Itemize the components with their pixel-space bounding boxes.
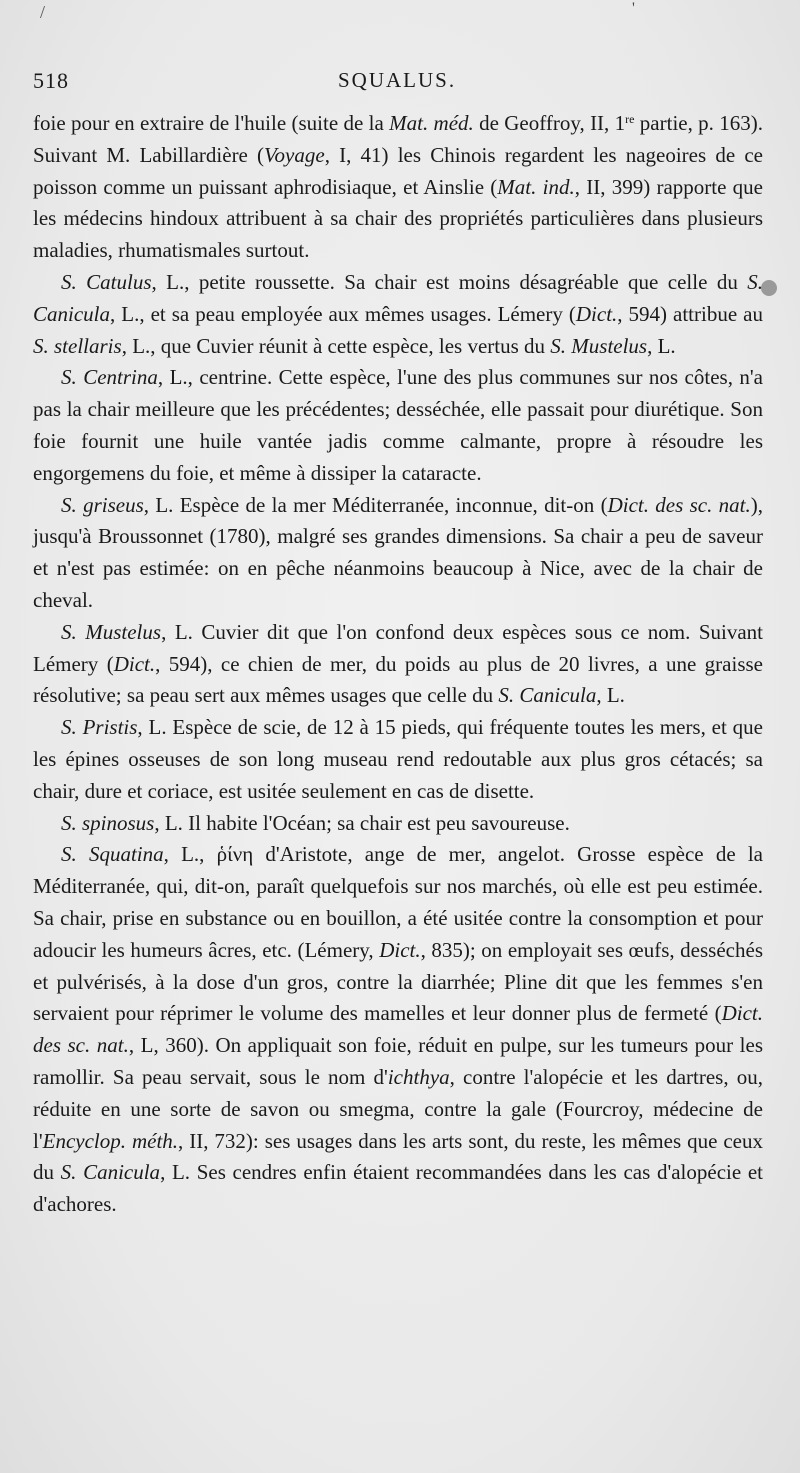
italic-citation: Voyage	[264, 142, 325, 167]
text-segment: , L. Espèce de la mer Méditerranée, inconnue, dit-on (	[143, 492, 608, 517]
text-segment: , L, 360). On appliquait son foie, réduit en pulpe, sur les tumeurs pour les ramollir. Sa peau servait, sous le nom d'	[33, 1033, 764, 1089]
paragraph-s-spinosus	[33, 808, 763, 840]
italic-citation: Dict. des sc. nat.	[607, 492, 751, 517]
species-name: S. Canicula	[60, 1160, 161, 1185]
text-segment: , L., petite roussette. Sa chair est moins désagréable que celle du	[151, 269, 748, 294]
italic-citation: Mat. ind.	[497, 174, 575, 199]
species-name: S. spinosus	[61, 810, 155, 835]
text-segment: , 594), ce chien de mer, du poids au plus de 20 livres, a une graisse résolutive; sa peau sert aux mêmes usages que celle du	[33, 651, 763, 708]
species-name: S. griseus	[61, 492, 144, 517]
body-text	[33, 108, 763, 1221]
text-segment: , L.	[647, 333, 676, 358]
text-segment: , I, 41) les Chinois regardent les nageoires de ce poisson comme un puissant aphrodisiaque, et Ainslie (	[33, 142, 763, 199]
page-number: 518	[33, 68, 69, 93]
text-segment: , 835); on employait ses œufs, desséchés et pulvérisés, à la dose d'un gros, contre la diarrhée; Pline dit que les femmes s'en servaient pour réprimer le volume des mamelles et leur donner plus de fermeté (	[33, 937, 763, 1026]
text-segment: , L., centrine. Cette espèce, l'une des plus communes sur nos côtes, n'a pas la chair meilleure que les précédentes; desséchée, elle passait pour diurétique. Son foie fournit une huile vantée jadis comme calmante, propre à résoudre les engorgemens du foie, et même à dissiper la cataracte.	[33, 365, 763, 485]
species-name: S. Mustelus	[61, 619, 162, 644]
paragraph	[33, 108, 763, 267]
text-segment: , L., ῥίνη d'Aristote, ange de mer, angelot. Grosse espèce de la Méditerranée, qui, dit-on, paraît quelquefois sur nos marchés, où elle est peu estimée. Sa chair, prise en substance ou en bouillon, a été usitée contre la consomption et pour adoucir les humeurs âcres, etc. (Lémery,	[33, 842, 763, 962]
text-segment: , L., et sa peau employée aux mêmes usages. Lémery (	[110, 301, 576, 326]
text-segment: de Geoffroy, II, 1	[473, 111, 626, 135]
paragraph-s-squatina	[33, 839, 763, 1221]
text-segment: , L. Espèce de scie, de 12 à 15 pieds, qui fréquente toutes les mers, et que les épines osseuses de son long museau rend redoutable aux plus gros cétacés; sa chair, dure et coriace, est usitée seulement en cas de disette.	[33, 715, 763, 803]
superscript: re	[625, 112, 635, 126]
text-segment: , contre l'alopécie et les dartres, ou, réduite en une sorte de savon ou smegma, contre la gale (Fourcroy, médecine de l'	[33, 1064, 763, 1153]
text-segment: , L.	[596, 683, 625, 708]
top-pen-mark: '	[632, 0, 635, 17]
species-name: S. stellaris	[33, 333, 122, 358]
paragraph-s-pristis	[33, 712, 763, 807]
species-name: S. Canicula	[498, 683, 597, 708]
paragraph-s-griseus	[33, 490, 763, 617]
page-header	[33, 68, 763, 98]
text-segment: , 594) attribue au	[617, 301, 763, 326]
italic-term: ichthya	[387, 1064, 450, 1089]
paragraph-s-centrina	[33, 362, 763, 489]
text-segment: , L. Cuvier dit que l'on confond deux espèces sous ce nom. Suivant Lémery (	[33, 619, 764, 676]
text-segment: , L. Ses cendres enfin étaient recommandées dans les cas d'alopécie et d'achores.	[33, 1160, 763, 1217]
italic-citation: Mat. méd.	[389, 111, 474, 135]
text-segment: , II, 399) rapporte que les médecins hindoux attribuent à sa chair des propriétés particulières dans plusieurs maladies, rhumatismales surtout.	[33, 174, 763, 263]
running-head: SQUALUS.	[338, 68, 457, 92]
italic-citation: Encyclop. méth.	[42, 1128, 179, 1153]
species-name: S. Squatina	[61, 842, 164, 867]
italic-citation: Dict. des sc. nat.	[33, 1001, 763, 1058]
paragraph-s-catulus	[33, 267, 763, 362]
text-segment: , II, 732): ses usages dans les arts sont, du reste, les mêmes que ceux du	[33, 1128, 763, 1185]
species-name: S. Mustelus	[550, 333, 648, 358]
corner-pen-mark: /	[40, 2, 46, 22]
species-name: S. Centrina	[61, 365, 158, 390]
italic-citation: Dict.	[113, 651, 156, 676]
italic-citation: Dict.	[575, 301, 618, 326]
text-segment: , L., que Cuvier réunit à cette espèce, les vertus du	[121, 333, 551, 358]
species-name: S. Pristis	[61, 715, 138, 740]
italic-citation: Dict.	[379, 937, 421, 962]
species-name: S. Canicula	[33, 269, 763, 326]
text-segment: foie pour en extraire de l'huile (suite de la	[33, 111, 390, 135]
paragraph-s-mustelus	[33, 617, 763, 712]
ink-spot	[761, 280, 777, 296]
text-segment: , L. Il habite l'Océan; sa chair est peu savoureuse.	[154, 810, 570, 835]
text-segment: ), jusqu'à Broussonnet (1780), malgré ses grandes dimensions. Sa chair a peu de saveur et n'est pas estimée: on en pêche néanmoins beaucoup à Nice, avec de la chair de cheval.	[33, 492, 763, 612]
species-name: S. Catulus	[61, 269, 152, 294]
text-segment: partie, p. 163). Suivant M. Labillardière (	[33, 111, 764, 167]
